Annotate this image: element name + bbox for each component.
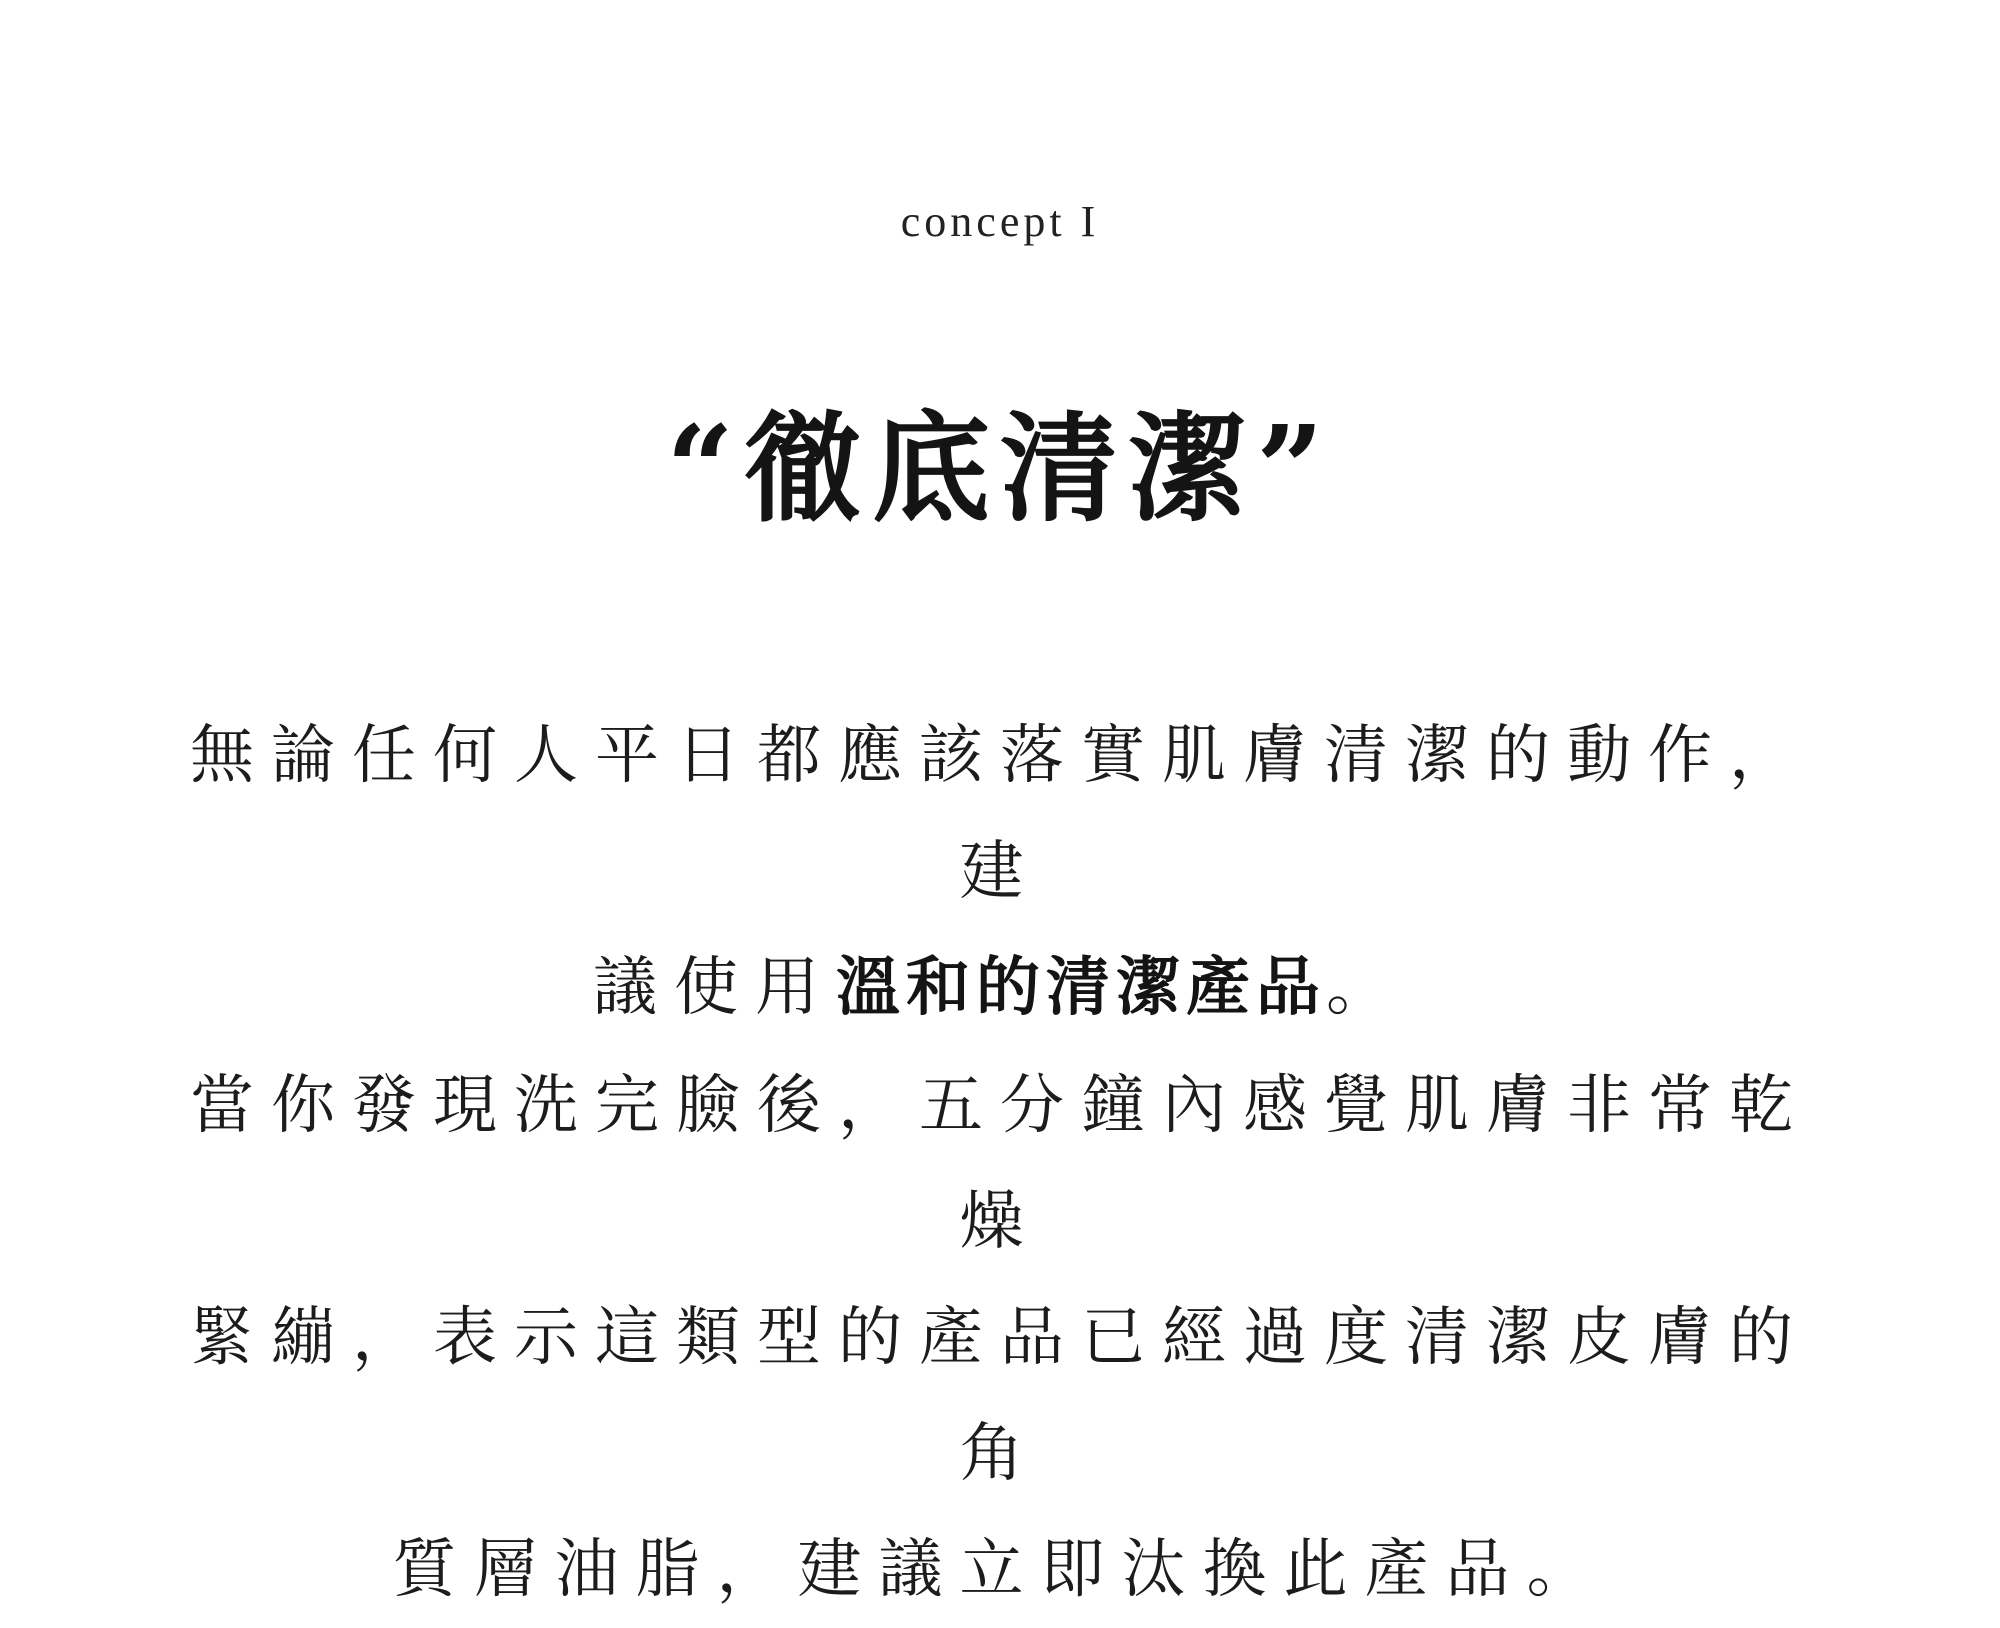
headline-title: “徹底清潔” xyxy=(666,399,1334,538)
paragraph1-line2 xyxy=(170,930,1830,1046)
paragraph2-line2: 緊繃，表示這類型的產品已經過度清潔皮膚的角 xyxy=(190,1301,1810,1491)
paragraph-over-cleansing-warning xyxy=(170,1048,1830,1628)
concept-label: concept I xyxy=(900,197,1100,246)
paragraph1-line2-prefix: 議使用 xyxy=(593,951,836,1025)
paragraph2-line3: 質層油脂，建議立即汰換此產品。 xyxy=(392,1533,1608,1607)
paragraph2-line1: 當你發現洗完臉後，五分鐘內感覺肌膚非常乾燥 xyxy=(190,1069,1810,1259)
paragraph-cleansing-advice xyxy=(170,698,1830,1046)
emphasis-gentle-cleanser: 溫和的清潔產品 xyxy=(836,950,1326,1025)
paragraph1-line1: 無論任何人平日都應該落實肌膚清潔的動作，建 xyxy=(190,719,1810,909)
paragraph1-line2-suffix: 。 xyxy=(1326,951,1407,1025)
